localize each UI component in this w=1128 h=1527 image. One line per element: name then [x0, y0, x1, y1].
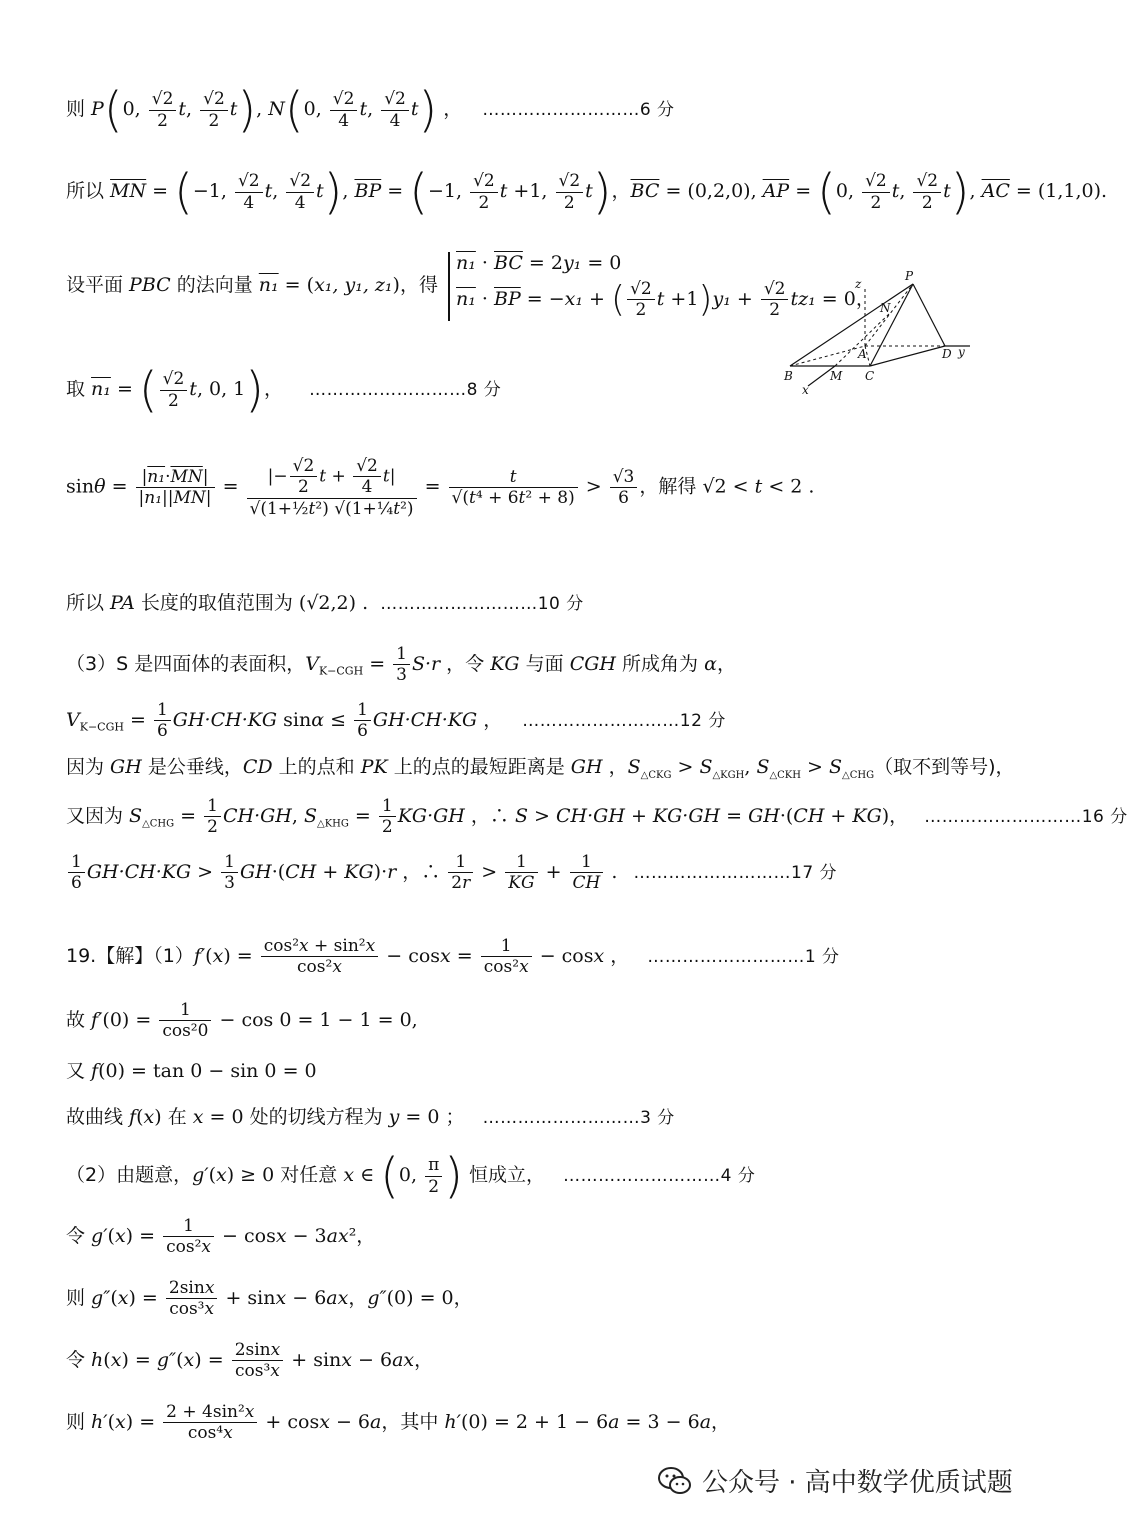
solution-line-17: 令 g′(x) = $\frac{1}{\text{cos²x}}$ − cosx − 3ax²， [66, 1216, 376, 1258]
solution-line-14: 又 f(0) = tan 0 − sin 0 = 0 [66, 1060, 317, 1082]
score-12: ………………………12 分 [522, 710, 726, 731]
solution-line-19: 令 h(x) = g″(x) = $\frac{2\sin x}{\text{cos³x}}$ + sinx − 6ax， [66, 1340, 434, 1382]
score-17: ………………………17 分 [633, 862, 838, 883]
edge-BA [790, 346, 865, 366]
label-N: N [880, 301, 891, 315]
score-3: ………………………3 分 [482, 1108, 675, 1128]
solution-line-4: 取 n₁ = ( $\frac{√2}{2}$ t, 0, 1)， ………………………8 分 [66, 362, 502, 418]
label-z: z [855, 277, 862, 291]
wechat-icon [658, 1466, 692, 1496]
solution-line-18: 则 g″(x) = $\frac{2\sin x}{\text{cos³x}}$ + sinx − 6ax，g″(0) = 0， [66, 1278, 473, 1320]
watermark-text: 公众号 · 高中数学优质试题 [702, 1468, 1013, 1498]
label-B: B [784, 369, 793, 383]
label-M: M [830, 369, 843, 383]
edge-PC [870, 284, 913, 366]
solution-line-2: 所以 $\overline{MN} = (-1$, $\frac{√2}{4}$ t, $\frac{√2}{4}$ t), $\overline{BP} = (-1$, $\frac{√2}{2}$ t +1, $\frac{√2}{2}$ t)，$\overline{BC} = (0,2,0)$, $\overline{AP} = (0$, $\frac{√2}{2}$ t, $\frac{√2}{2}$ t), $\overline{AC} = (1,1,0)$. [66, 164, 1108, 220]
label-C: C [865, 369, 875, 383]
solution-line-1: 则 P(0, $\frac{√2}{2}$ t, $\frac{√2}{2}$ t), N(0, $\frac{√2}{4}$ t, $\frac{√2}{4}$ t) ， ………………………6 分 [66, 82, 675, 138]
edge-CD [870, 346, 945, 366]
solution-line-12: 19.【解】（1）f′(x) = $\frac{\text{cos²x + sin²x}}{\text{cos²x}}$ − cosx = $\frac{1}{\text{cos²x}}$ − cosx ， ………………………1 分 [66, 936, 840, 978]
label-x: x [802, 383, 809, 397]
solution-line-7: （3）S 是四面体的表面积，$V_{K-CGH}$ = $\frac{1}{3}$ S·r ，令 KG 与面 CGH 所成角为 α， [66, 644, 736, 686]
solution-line-5: sinθ = $\frac{|n_1\cdot\overline{MN}|}{|n_1||\overline{MN}|}$ = |− $\frac{√2}{2}$ t + $\frac{√2}{4}$ t| √(1+½t²) √(1+¼t²) = $\frac{t}{\text{√(t⁴ + 6t² + 8)}}$ > $\frac{√3}{6}$ ，解得 √2 < t < 2 . [66, 456, 815, 519]
score-8: ………………………8 分 [309, 380, 502, 400]
tetrahedron-figure [780, 268, 980, 398]
score-16: ………………………16 分 [924, 806, 1128, 827]
solution-line-3: 设平面 PBC 的法向量 n₁ = (x₁, y₁, z₁)，得 $n_1 \cdot \overline{BC} = 2y_1 = 0$ $n_1 \cdot \overline{BP} = -x_1$ + ( $\frac{√2}{2}$ t +1)y₁ + $\frac{√2}{2}$ tz₁ = 0， [66, 252, 875, 321]
label-D: D [942, 347, 952, 361]
solution-line-8: $V_{K-CGH}$ = $\frac{1}{6}$ GH·CH·KG sinα ≤ $\frac{1}{6}$ GH·CH·KG ， ………………………12 分 [66, 700, 726, 742]
score-10: ………………………10 分 [380, 594, 584, 614]
score-6: ………………………6 分 [482, 100, 675, 120]
wechat-watermark [658, 1462, 1013, 1499]
edge-AP [865, 284, 913, 346]
edge-PD [913, 284, 945, 346]
solution-line-6: 所以 PA 长度的取值范围为 (√2,2) . ………………………10 分 [66, 592, 584, 614]
solution-line-16: （2）由题意，g′(x) ≥ 0 对任意 x ∈ (0, $\frac{\pi}{2}$ ) 恒成立， ………………………4 分 [66, 1148, 756, 1204]
solution-line-13: 故 f′(0) = $\frac{1}{\text{cos²0}}$ − cos 0 = 1 − 1 = 0, [66, 1000, 418, 1042]
solution-line-15: 故曲线 f(x) 在 x = 0 处的切线方程为 y = 0 ； ………………………3 分 [66, 1106, 675, 1128]
solution-line-20: 则 h′(x) = $\frac{\text{2 + 4sin²x}}{\text{cos⁴x}}$ + cosx − 6a，其中 h′(0) = 2 + 1 − 6a = 3 − 6a， [66, 1402, 731, 1444]
solution-line-9: 因为 GH 是公垂线，CD 上的点和 PK 上的点的最短距离是 GH ，$S_{\triangle CKG} > S_{\triangle KGH}$, $S_{\triangle CKH} > S_{\triangle CHG}$（取不到等号)， [66, 756, 1015, 781]
label-y: y [958, 345, 965, 359]
label-P: P [905, 269, 914, 283]
solution-line-10: 又因为 $S_{\triangle CHG}$ = $\frac{1}{2}$ CH·GH, $S_{\triangle KHG}$ = $\frac{1}{2}$ KG·GH ，∴ S > CH·GH + KG·GH = GH·(CH + KG)， ………………………16 分 [66, 796, 1128, 838]
label-A: A [858, 347, 867, 361]
edge-BP [790, 284, 913, 366]
score-4: ………………………4 分 [563, 1166, 756, 1186]
score-1: ………………………1 分 [647, 946, 840, 967]
solution-line-11: $\frac{1}{6}$ GH·CH·KG > $\frac{1}{3}$ GH·(CH + KG)·r ，∴ $\frac{1}{2r}$ > $\frac{1}{KG}$ + $\frac{1}{CH}$ . ………………………17 分 [66, 852, 837, 894]
